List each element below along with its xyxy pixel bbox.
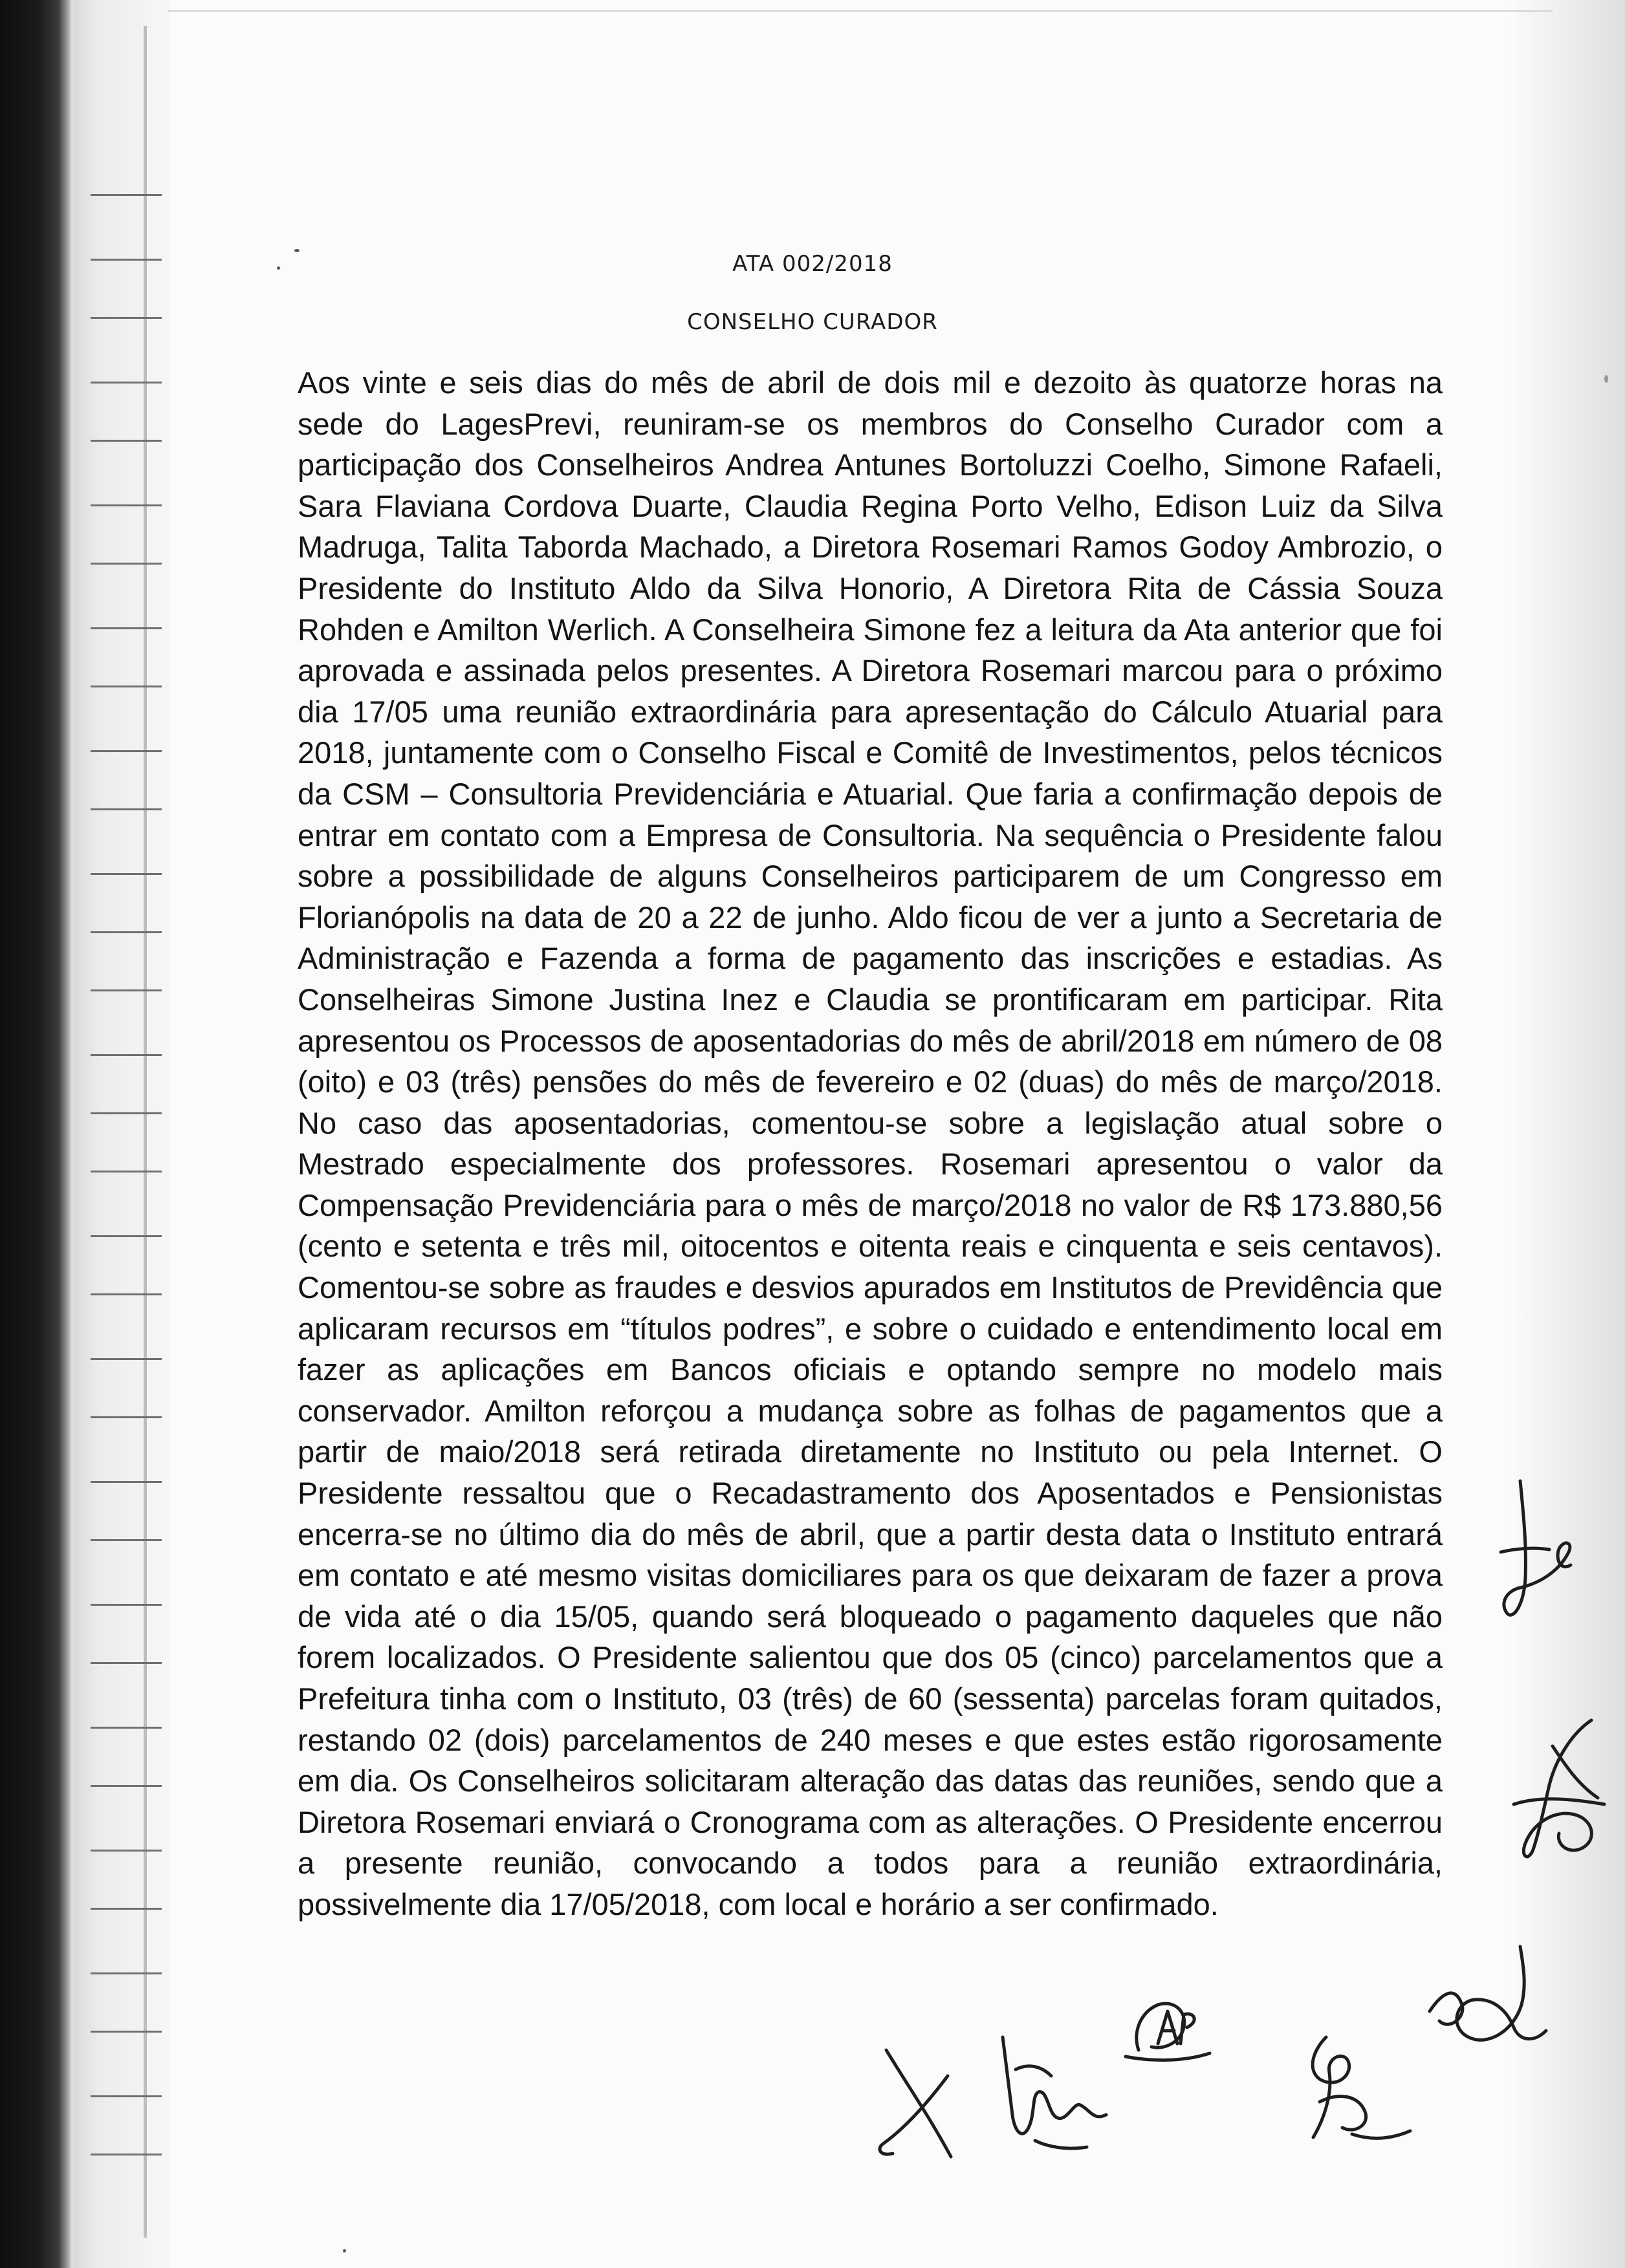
binding-tick bbox=[91, 989, 162, 991]
binding-tick bbox=[91, 873, 162, 875]
signature-margin-5 bbox=[1287, 2024, 1417, 2154]
binding-tick bbox=[91, 931, 162, 933]
binding-tick bbox=[91, 1481, 162, 1483]
binding-tick bbox=[91, 1662, 162, 1664]
document-subtitle: CONSELHO CURADOR bbox=[687, 309, 938, 335]
binding-tick bbox=[91, 2031, 162, 2033]
minutes-body: Aos vinte e seis dias do mês de abril de dois mil e dezoito às quatorze horas na sede do LagesPrevi, reuniram-se os membros do Conselho Curador com a participação dos Conselheiros Andrea Antunes Bortoluzzi Coelho, Simone Rafaeli, Sara Flaviana Cordova Duarte, Claudia Regina Porto Velho, Edison Luiz da Silva Madruga, Talita Taborda Machado, a Diretora Rosemari Ramos Godoy Ambrozio, o Presidente do Instituto Aldo da Silva Honorio, A Diretora Rita de Cássia Souza Rohden e Amilton Werlich. A Conselheira Simone fez a leitura da Ata anterior que foi aprovada e assinada pelos presentes. A Diretora Rosemari marcou para o próximo dia 17/05 uma reunião extraordinária para apresentação do Cálculo Atuarial para 2018, juntamente com o Conselho Fiscal e Comitê de Investimentos, pelos técnicos da CSM – Consultoria Previdenciária e Atuarial. Que faria a confirmação depois de entrar em contato com a Empresa de Consultoria. Na sequência o Presidente falou sobre a possibilidade de alguns Conselheiros participarem de um Congresso em Florianópolis na data de 20 a 22 de junho. Aldo ficou de ver a junto a Secretaria de Administração e Fazenda a forma de pagamento das inscrições e estadias. As Conselheiras Simone Justina Inez e Claudia se prontificaram em participar. Rita apresentou os Processos de aposentadorias do mês de abril/2018 em número de 08 (oito) e 03 (três) pensões do mês de fevereiro e 02 (duas) do mês de março/2018. No caso das aposentadorias, comentou-se sobre a legislação atual sobre o Mestrado especialmente dos professores. Rosemari apresentou o valor da Compensação Previdenciária para o mês de março/2018 no valor de R$ 173.880,56 (cento e setenta e três mil, oitocentos e oitenta reais e cinquenta e seis centavos). Comentou-se sobre as fraudes e desvios apurados em Institutos de Previdência que aplicaram recursos em “títulos podres”, e sobre o cuidado e entendimento local em fazer as aplicações em Bancos oficiais e optando sempre no modelo mais conservador. Amilton reforçou a mudança sobre as folhas de pagamentos que a partir de maio/2018 será retirada diretamente no Instituto ou pela Internet. O Presidente ressaltou que o Recadastramento dos Aposentados e Pensionistas encerra-se no último dia do mês de abril, que a partir desta data o Instituto entrará em contato e até mesmo visitas domiciliares para os que deixaram de fazer a prova de vida até o dia 15/05, quando será bloqueado o pagamento daqueles que não forem localizados. O Presidente salientou que dos 05 (cinco) parcelamentos que a Prefeitura tinha com o Instituto, 03 (três) de 60 (sessenta) parcelas foram quitados, restando 02 (dois) parcelamentos de 240 meses e que estes estão rigorosamente em dia. Os Conselheiros solicitaram alteração das datas das reuniões, sendo que a Diretora Rosemari enviará o Cronograma com as alterações. O Presidente encerrou a presente reunião, convocando a todos para a reunião extraordinária, possivelmente dia 17/05/2018, com local e horário a ser confirmado. bbox=[298, 365, 1443, 1921]
document-title: ATA 002/2018 bbox=[732, 251, 893, 277]
binding-tick bbox=[91, 1416, 162, 1418]
binding-tick bbox=[91, 750, 162, 752]
binding-tick bbox=[91, 382, 162, 383]
binding-tick bbox=[91, 194, 162, 196]
signature-x-mark bbox=[867, 2037, 964, 2166]
binding-tick bbox=[91, 2095, 162, 2097]
ink-speck bbox=[1604, 375, 1608, 383]
binding-tick bbox=[91, 563, 162, 565]
binding-line bbox=[144, 26, 147, 2238]
signature-margin-4 bbox=[977, 2024, 1126, 2160]
signature-initial-margin-1 bbox=[1488, 1474, 1578, 1630]
top-scan-line bbox=[168, 10, 1553, 12]
binding-tick bbox=[91, 627, 162, 629]
binding-tick bbox=[91, 440, 162, 442]
scanner-edge bbox=[0, 0, 72, 2268]
ink-speck bbox=[343, 2249, 346, 2252]
signature-initials-ap bbox=[1113, 1985, 1216, 2069]
page-fold-shadow bbox=[1509, 0, 1625, 2268]
binding-tick bbox=[91, 1539, 162, 1541]
binding-tick bbox=[91, 1171, 162, 1172]
binding-tick bbox=[91, 1908, 162, 1910]
binding-tick bbox=[91, 1727, 162, 1729]
binding-tick bbox=[91, 1358, 162, 1360]
binding-strip bbox=[72, 0, 169, 2268]
binding-tick bbox=[91, 1112, 162, 1114]
binding-tick bbox=[91, 504, 162, 506]
binding-tick bbox=[91, 1850, 162, 1852]
binding-tick bbox=[91, 1054, 162, 1056]
binding-tick bbox=[91, 1293, 162, 1295]
binding-tick bbox=[91, 808, 162, 810]
signature-initial-margin-2 bbox=[1494, 1707, 1617, 1875]
binding-tick bbox=[91, 1972, 162, 1974]
binding-tick bbox=[91, 1235, 162, 1237]
signature-margin-3 bbox=[1410, 1940, 1559, 2069]
binding-tick bbox=[91, 1604, 162, 1606]
binding-tick bbox=[91, 1785, 162, 1787]
binding-tick bbox=[91, 686, 162, 687]
binding-tick bbox=[91, 2154, 162, 2155]
